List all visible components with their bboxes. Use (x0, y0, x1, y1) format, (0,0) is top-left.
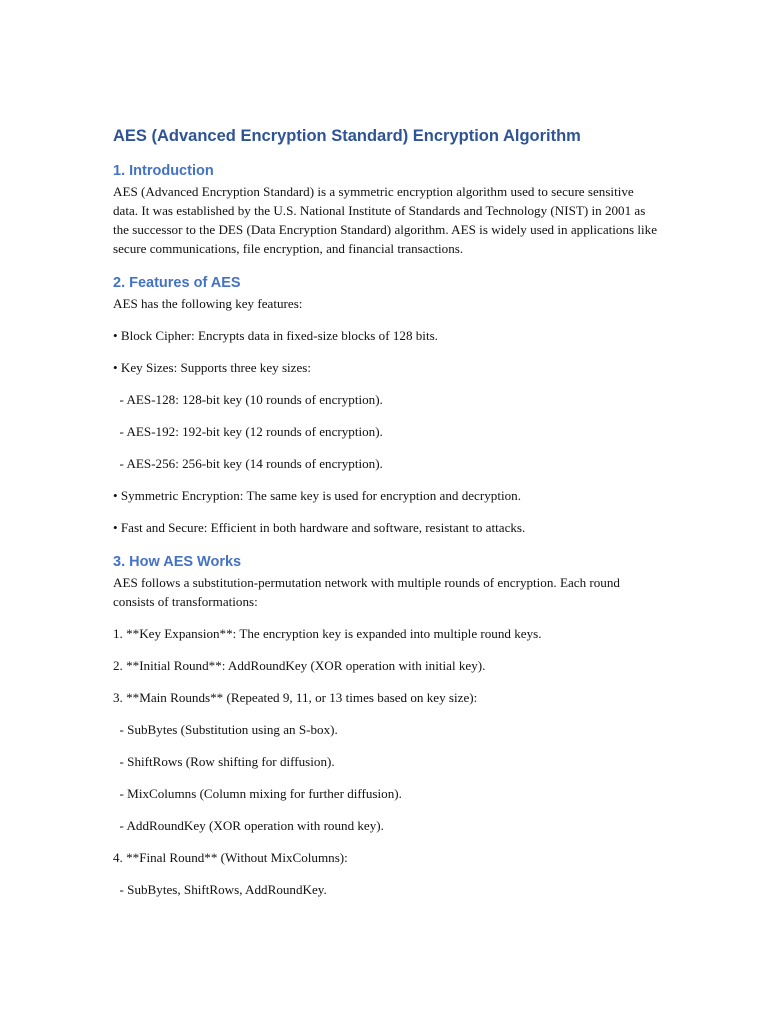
section-heading-how-aes-works: 3. How AES Works (113, 554, 242, 570)
step-line: 4. **Final Round** (Without MixColumns): (113, 850, 348, 865)
feature-subline: - AES-256: 256-bit key (14 rounds of encryption). (113, 456, 383, 471)
section-introduction (113, 160, 658, 258)
step-line: 3. **Main Rounds** (Repeated 9, 11, or 13 times based on key size): (113, 690, 478, 705)
document-title: AES (Advanced Encryption Standard) Encryption Algorithm (113, 127, 581, 145)
introduction-paragraph: AES (Advanced Encryption Standard) is a symmetric encryption algorithm used to secure sensitive data. It was established by the U.S. National Institute of Standards and Technology (NIST) in 2001 as the successor to the DES (Data Encryption Standard) algorithm. AES is widely used in applications like secure communications, file encryption, and financial transactions. (113, 184, 658, 256)
section-heading-features: 2. Features of AES (113, 275, 241, 291)
feature-line: • Symmetric Encryption: The same key is used for encryption and decryption. (113, 488, 521, 503)
feature-line: • Fast and Secure: Efficient in both hardware and software, resistant to attacks. (113, 520, 526, 535)
step-subline: - SubBytes (Substitution using an S-box). (113, 722, 338, 737)
section-features (113, 272, 658, 537)
section-heading-introduction: 1. Introduction (113, 163, 214, 179)
document-body (113, 124, 658, 899)
step-subline: - SubBytes, ShiftRows, AddRoundKey. (113, 882, 327, 897)
section-how-aes-works (113, 551, 658, 899)
step-line: 2. **Initial Round**: AddRoundKey (XOR operation with initial key). (113, 658, 486, 673)
how-aes-works-paragraph: AES follows a substitution-permutation network with multiple rounds of encryption. Each round consists of transformations: (113, 575, 620, 609)
step-line: 1. **Key Expansion**: The encryption key is expanded into multiple round keys. (113, 626, 542, 641)
step-subline: - ShiftRows (Row shifting for diffusion). (113, 754, 335, 769)
feature-line: • Key Sizes: Supports three key sizes: (113, 360, 312, 375)
step-subline: - AddRoundKey (XOR operation with round key). (113, 818, 384, 833)
feature-subline: - AES-192: 192-bit key (12 rounds of encryption). (113, 424, 383, 439)
feature-line: • Block Cipher: Encrypts data in fixed-size blocks of 128 bits. (113, 328, 438, 343)
features-intro: AES has the following key features: (113, 296, 303, 311)
feature-subline: - AES-128: 128-bit key (10 rounds of encryption). (113, 392, 383, 407)
step-subline: - MixColumns (Column mixing for further diffusion). (113, 786, 402, 801)
